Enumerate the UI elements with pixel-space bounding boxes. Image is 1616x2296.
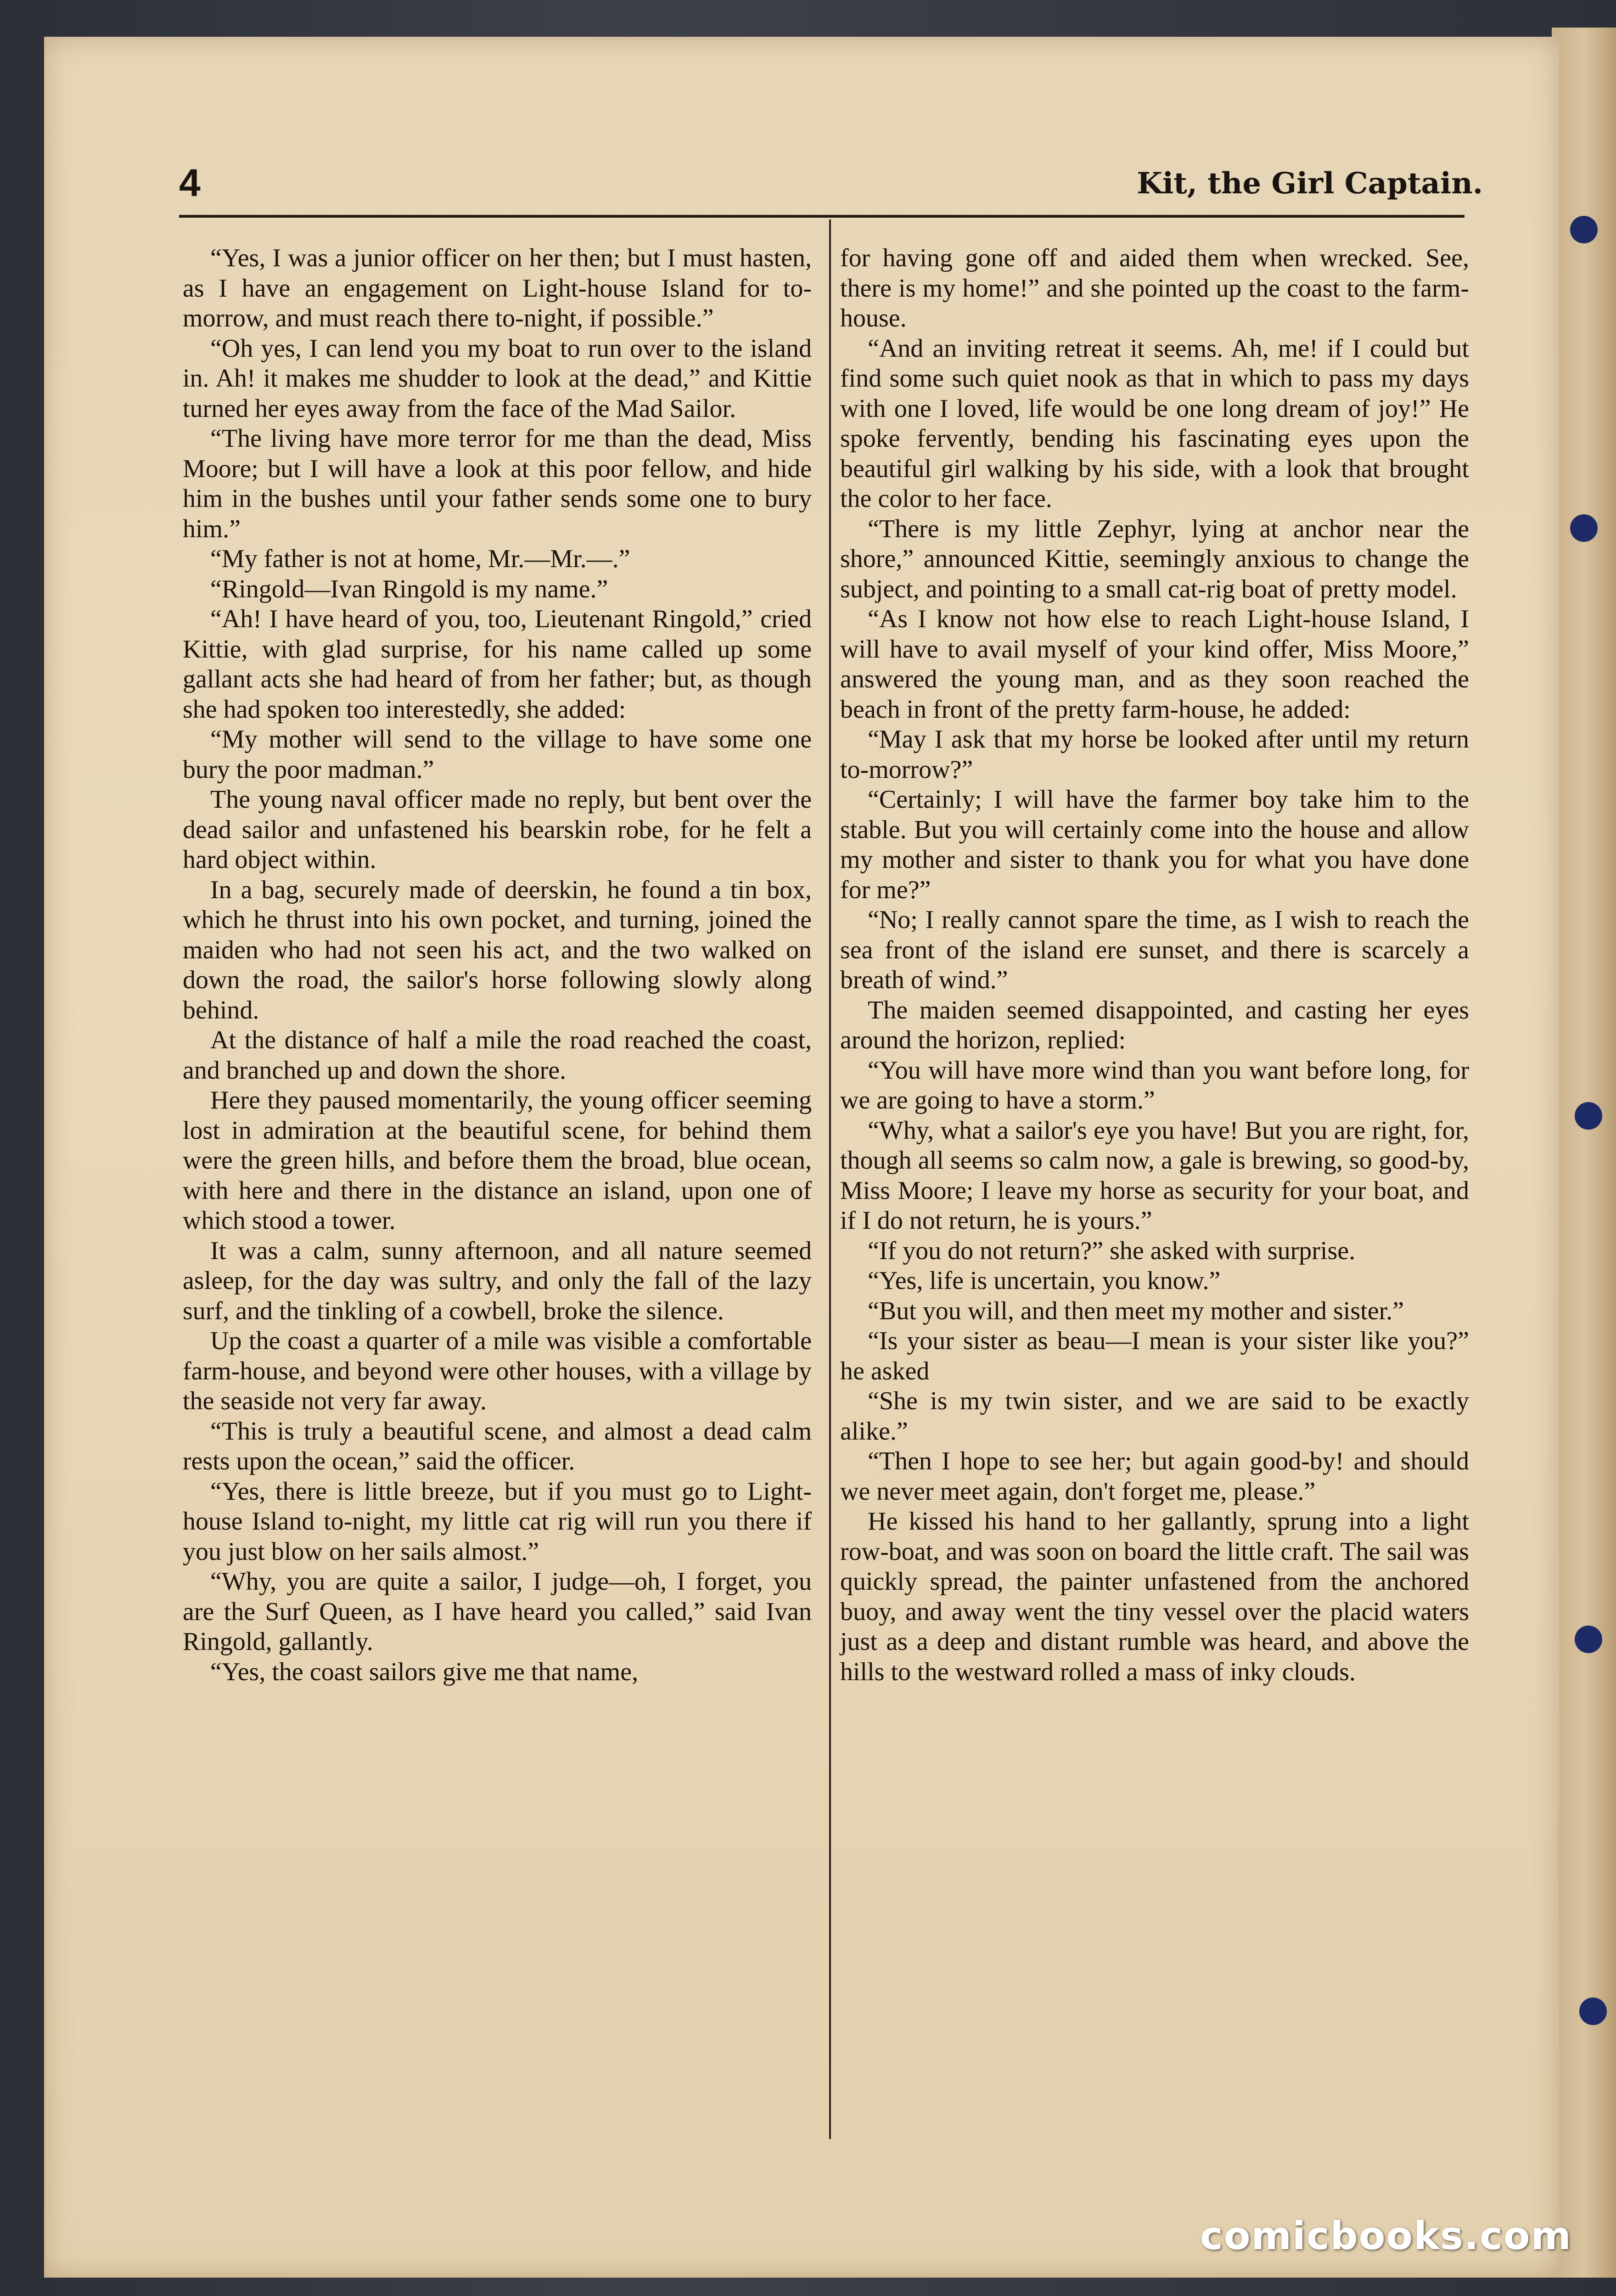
header-rule [179,215,1464,218]
paragraph: Here they paused momentarily, the young officer seeming lost in admiration at the beautiful scene, for behind them were the green hills, and before them the broad, blue ocean, with here and there in the distance an island, upon one of which stood a tower. [183,1086,812,1235]
paragraph: “My mother will send to the village to have some one bury the poor madman.” [183,725,812,784]
paragraph: for having gone off and aided them when wrecked. See, there is my home!” and she pointed up the coast to the farm-house. [840,244,1469,332]
paragraph: “No; I really cannot spare the time, as I wish to reach the sea front of the island ere sunset, and there is scarcely a breath of wind.” [840,906,1469,994]
running-title: Kit, the Girl Captain. [1137,166,1483,201]
paragraph: In a bag, securely made of deerskin, he found a tin box, which he thrust into his own pocket, and turning, joined the maiden who had not seen his act, and the two walked on down the road, the sailor's horse following slowly along behind. [183,875,812,1024]
paragraph: “Yes, I was a junior officer on her then; but I must hasten, as I have an engagement on Light-house Island for to-morrow, and must reach there to-night, if possible.” [183,244,812,332]
paragraph: At the distance of half a mile the road reached the coast, and branched up and down the shore. [183,1026,812,1085]
paragraph: “Is your sister as beau—I mean is your sister like you?” he asked [840,1327,1469,1385]
binding-mark [1579,1998,1607,2025]
paragraph: “Oh yes, I can lend you my boat to run over to the island in. Ah! it makes me shudder to look at the dead,” and Kittie turned her eyes away from the face of the Mad Sailor. [183,334,812,423]
adjacent-page-edge [1552,28,1616,2278]
paragraph: It was a calm, sunny afternoon, and all nature seemed asleep, for the day was sultry, and only the fall of the lazy surf, and the tinkling of a cowbell, broke the silence. [183,1236,812,1325]
paragraph: “Ringold—Ivan Ringold is my name.” [210,574,608,603]
binding-mark [1575,1102,1602,1130]
column-divider [829,219,831,2139]
paragraph: “She is my twin sister, and we are said to be exactly alike.” [840,1387,1469,1446]
paragraph: “Yes, life is uncertain, you know.” [868,1266,1221,1295]
paragraph: The maiden seemed disappointed, and casting her eyes around the horizon, replied: [840,996,1469,1054]
right-column [840,243,1469,1687]
binding-mark [1570,514,1598,542]
paragraph: He kissed his hand to her gallantly, sprung into a light row-boat, and was soon on board the little craft. The sail was quickly spread, the painter unfastened from the anchored buoy, and away went the tiny vessel over the placid waters just as a deep and distant rumble was heard, and above the hills to the westward rolled a mass of inky clouds. [840,1507,1469,1686]
binding-mark [1575,1626,1602,1653]
paragraph: “As I know not how else to reach Light-house Island, I will have to avail myself of your kind offer, Miss Moore,” answered the young man, and as they soon reached the beach in front of the pretty farm-house, he added: [840,605,1469,724]
paragraph: “If you do not return?” she asked with surprise. [868,1236,1356,1265]
paragraph: “My father is not at home, Mr.—Mr.—.” [210,545,630,573]
paragraph: “But you will, and then meet my mother and sister.” [868,1296,1404,1325]
paragraph: “And an inviting retreat it seems. Ah, me! if I could but find some such quiet nook as that in which to pass my days with one I loved, life would be one long dream of joy!” He spoke fervently, bending his fascinating eyes upon the beautiful girl walking by his side, with a look that brought the color to her face. [840,334,1469,513]
paragraph: “Yes, the coast sailors give me that name, [210,1657,639,1686]
paragraph: Up the coast a quarter of a mile was visible a comfortable farm-house, and beyond were other houses, with a village by the seaside not very far away. [183,1327,812,1415]
paragraph: The young naval officer made no reply, but bent over the dead sailor and unfastened his bearskin robe, for he felt a hard object within. [183,785,812,874]
paragraph: “Certainly; I will have the farmer boy take him to the stable. But you will certainly come into the house and allow my mother and sister to thank you for what you have done for me?” [840,785,1469,904]
paragraph: “You will have more wind than you want before long, for we are going to have a storm.” [840,1056,1469,1114]
page-number: 4 [179,161,201,204]
page-header [179,161,1483,216]
left-column [183,243,812,1687]
paragraph: “Ah! I have heard of you, too, Lieutenant Ringold,” cried Kittie, with glad surprise, for his name called up some gallant acts she had heard of from her father; but, as though she had spoken too interestedly, she added: [183,605,812,724]
paragraph: “There is my little Zephyr, lying at anchor near the shore,” announced Kittie, seemingly anxious to change the subject, and pointing to a small cat-rig boat of pretty model. [840,514,1469,603]
watermark: comicbooks.com [1200,2213,1572,2258]
paragraph: “Yes, there is little breeze, but if you must go to Light-house Island to-night, my little cat rig will run you there if you just blow on her sails almost.” [183,1477,812,1566]
binding-mark [1570,216,1598,243]
paragraph: “The living have more terror for me than the dead, Miss Moore; but I will have a look at this poor fellow, and hide him in the bushes until your father sends some one to bury him.” [183,424,812,543]
paragraph: “Why, what a sailor's eye you have! But you are right, for, though all seems so calm now, a gale is brewing, so good-by, Miss Moore; I leave my horse as security for your boat, and if I do not return, he is yours.” [840,1116,1469,1235]
paragraph: “Why, you are quite a sailor, I judge—oh, I forget, you are the Surf Queen, as I have heard you called,” said Ivan Ringold, gallantly. [183,1567,812,1656]
paragraph: “Then I hope to see her; but again good-by! and should we never meet again, don't forget me, please.” [840,1447,1469,1506]
paragraph: “This is truly a beautiful scene, and almost a dead calm rests upon the ocean,” said the officer. [183,1417,812,1475]
paragraph: “May I ask that my horse be looked after until my return to-morrow?” [840,725,1469,784]
